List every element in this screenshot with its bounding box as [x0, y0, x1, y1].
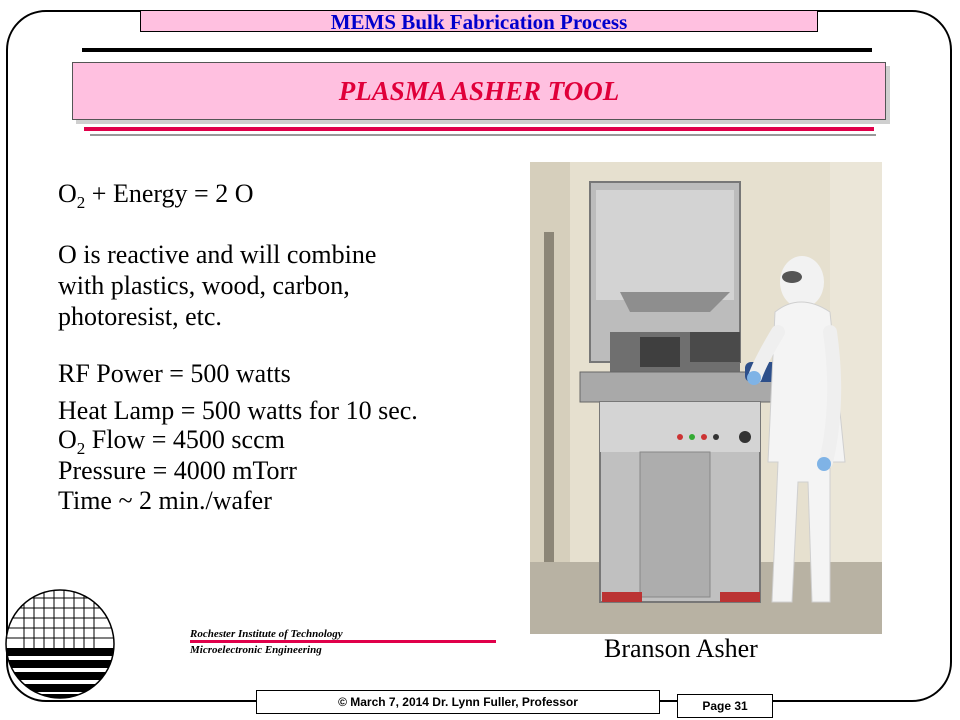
flow-subscript: 2 — [76, 439, 86, 459]
flow-rest: Flow = 4500 sccm — [85, 425, 285, 454]
time: Time ~ 2 min./wafer — [58, 486, 272, 515]
wafer-logo — [0, 582, 118, 706]
photo-caption: Branson Asher — [604, 634, 758, 663]
equation-subscript: 2 — [76, 193, 86, 213]
pressure: Pressure = 4000 mTorr — [58, 456, 297, 485]
institution-rule — [190, 640, 496, 643]
reactive-line-3: photoresist, etc. — [58, 302, 222, 331]
footer-page-number: Page 31 — [677, 694, 773, 718]
asher-photo — [530, 162, 882, 634]
title-underline-gray — [90, 134, 876, 136]
banner-title: MEMS Bulk Fabrication Process — [140, 10, 818, 32]
footer-copyright: © March 7, 2014 Dr. Lynn Fuller, Professor — [256, 690, 660, 714]
reactive-line-2: with plastics, wood, carbon, — [58, 271, 350, 300]
title-box — [72, 62, 886, 120]
equation-line — [58, 180, 254, 216]
rf-power: RF Power = 500 watts — [58, 359, 291, 388]
asher-photo-illustration — [530, 162, 882, 634]
institution-dept: Microelectronic Engineering — [190, 644, 322, 656]
equation-o: O — [58, 179, 77, 208]
slide-title: PLASMA ASHER TOOL — [338, 76, 620, 106]
reactive-line-1: O is reactive and will combine — [58, 240, 377, 269]
flow-o: O — [58, 425, 77, 454]
title-underline-red — [84, 127, 874, 131]
heat-lamp: Heat Lamp = 500 watts for 10 sec. — [58, 396, 418, 425]
institution-name: Rochester Institute of Technology — [190, 628, 343, 640]
top-rule — [82, 48, 872, 52]
equation-rest: + Energy = 2 O — [85, 179, 254, 208]
